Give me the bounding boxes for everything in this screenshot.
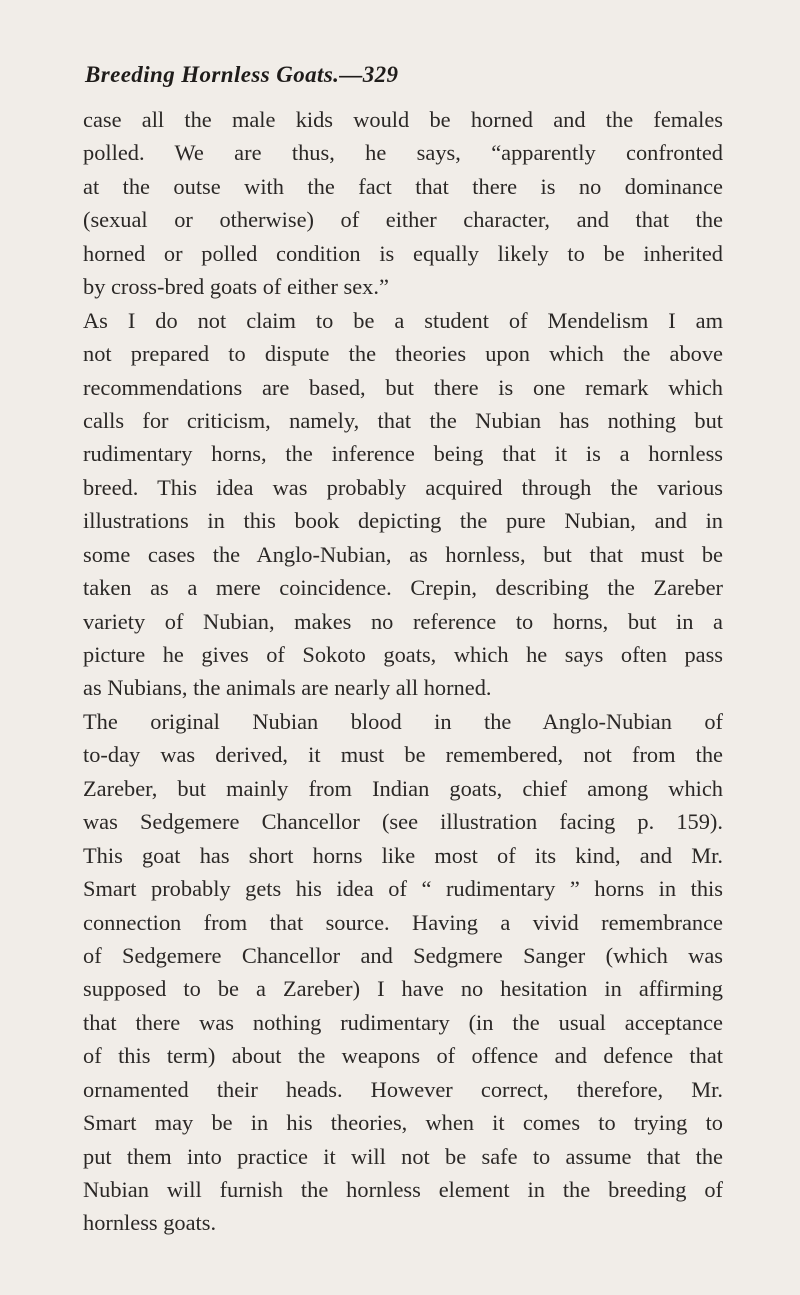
text-line: was Sedgemere Chancellor (see illustration facing p. 159). [83, 809, 723, 835]
text-line: by cross-bred goats of either sex.” [83, 274, 389, 300]
text-line: variety of Nubian, makes no reference to horns, but in a [83, 608, 723, 634]
text-line: As I do not claim to be a student of Mendelism I am [83, 307, 723, 333]
text-line: at the outse with the fact that there is no dominance [83, 173, 723, 199]
text-line: as Nubians, the animals are nearly all horned. [83, 675, 492, 701]
text-line: ornamented their heads. However correct, therefore, Mr. [83, 1076, 723, 1102]
text-line: hornless goats. [83, 1210, 217, 1236]
text-line: The original Nubian blood in the Anglo-Nubian of [83, 708, 723, 734]
text-line: to-day was derived, it must be remembered, not from the [83, 742, 723, 768]
text-line: supposed to be a Zareber) I have no hesitation in affirming [83, 976, 723, 1002]
text-line: connection from that source. Having a vivid remembrance [83, 909, 723, 935]
text-line: (sexual or otherwise) of either character, and that the [83, 207, 723, 233]
text-line: Smart probably gets his idea of “ rudimentary ” horns in this [83, 876, 723, 902]
body-text [83, 103, 723, 1240]
text-line: rudimentary horns, the inference being that it is a hornless [83, 441, 723, 467]
text-line: some cases the Anglo-Nubian, as hornless, but that must be [83, 541, 723, 567]
text-line: calls for criticism, namely, that the Nubian has nothing but [83, 407, 723, 433]
text-line: case all the male kids would be horned and the females [83, 107, 723, 132]
text-line: Smart may be in his theories, when it comes to trying to [83, 1110, 723, 1136]
text-line: illustrations in this book depicting the pure Nubian, and in [83, 508, 723, 534]
text-line: of this term) about the weapons of offence and defence that [83, 1043, 723, 1069]
text-line: Nubian will furnish the hornless element in the breeding of [83, 1177, 723, 1202]
text-line: picture he gives of Sokoto goats, which he says often pass [83, 642, 723, 667]
text-line: Zareber, but mainly from Indian goats, chief among which [83, 775, 723, 801]
text-line: breed. This idea was probably acquired through the various [83, 474, 723, 500]
text-line: This goat has short horns like most of its kind, and Mr. [83, 842, 723, 868]
text-line: polled. We are thus, he says, “apparently confronted [83, 140, 723, 166]
text-line: horned or polled condition is equally likely to be inherited [83, 240, 723, 266]
text-line: that there was nothing rudimentary (in the usual acceptance [83, 1009, 723, 1035]
text-line: recommendations are based, but there is one remark which [83, 374, 723, 400]
text-line: put them into practice it will not be safe to assume that the [83, 1143, 723, 1169]
text-line: taken as a mere coincidence. Crepin, describing the Zareber [83, 575, 723, 601]
running-head: Breeding Hornless Goats.—329 [85, 62, 399, 87]
text-line: of Sedgemere Chancellor and Sedgmere Sanger (which was [83, 942, 723, 968]
text-line: not prepared to dispute the theories upon which the above [83, 341, 723, 367]
